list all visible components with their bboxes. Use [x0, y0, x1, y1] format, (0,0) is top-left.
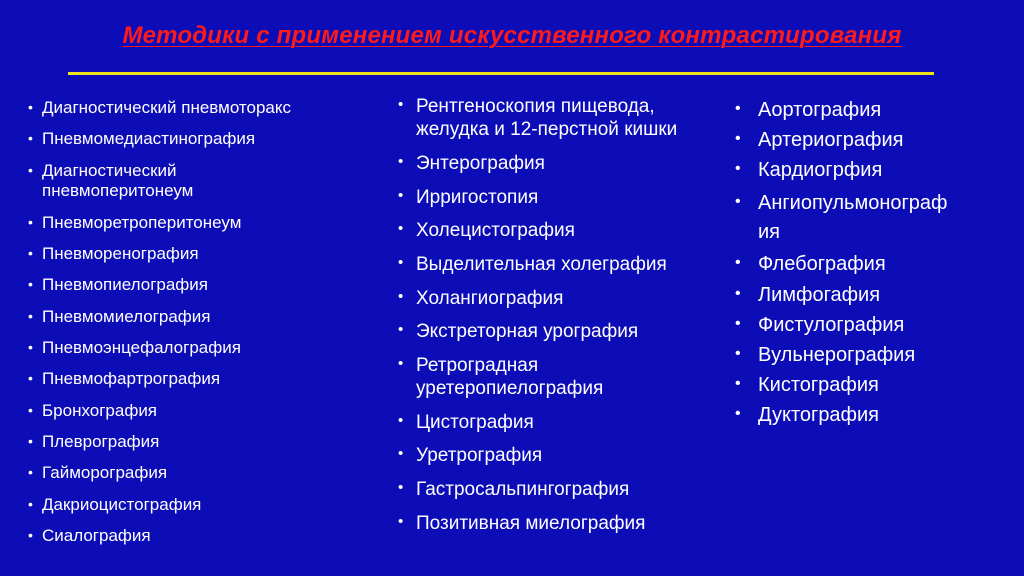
list-item: • Кистография: [735, 373, 995, 397]
list-item: • Пневмомедиастинография: [28, 129, 378, 150]
list-item: • Экстреторная урография: [398, 320, 728, 343]
list-item: • Кардиогрфия: [735, 158, 995, 182]
list-item: • Вульнерография: [735, 343, 995, 367]
list-item: • Пневмофартрография: [28, 369, 378, 390]
list-item: • Уретрография: [398, 444, 728, 467]
list-item: • Сиалография: [28, 526, 378, 547]
list-item: • Гастросальпингография: [398, 478, 728, 501]
list-item: • Цистография: [398, 411, 728, 434]
list-item: • Выделительная холеграфия: [398, 253, 728, 276]
list-item: • Ангиопульмонография: [735, 189, 958, 247]
list-item: • Ирригостопия: [398, 186, 728, 209]
list-item: • Пневморенография: [28, 244, 378, 265]
list-item: • Артериография: [735, 128, 995, 152]
list-item: • Диагностический пневмоперитонеум: [28, 161, 232, 202]
list-item: • Диагностический пневмоторакс: [28, 98, 378, 119]
list-column-3: [735, 98, 995, 433]
list-item: • Пневмомиелография: [28, 307, 378, 328]
title-divider: [68, 72, 934, 75]
list-item: • Холангиография: [398, 287, 728, 310]
list-item: • Энтерография: [398, 152, 728, 175]
list-item: • Лимфогафия: [735, 283, 995, 307]
list-item: • Гайморография: [28, 463, 378, 484]
list-item: • Ретроградная уретеропиелография: [398, 354, 666, 400]
list-item: • Фистулография: [735, 313, 995, 337]
list-column-1: [28, 98, 378, 557]
list-item: • Пневморетроперитонеум: [28, 213, 378, 234]
list-item: • Холецистография: [398, 219, 728, 242]
list-item: • Рентгеноскопия пищевода, желудка и 12-перстной кишки: [398, 95, 728, 141]
list-item: • Дуктография: [735, 403, 995, 427]
list-item: • Аортография: [735, 98, 995, 122]
list-item: • Пневмопиелография: [28, 275, 378, 296]
list-item: • Бронхография: [28, 401, 378, 422]
list-item: • Дакриоцистография: [28, 495, 378, 516]
list-item: • Флебография: [735, 252, 995, 276]
list-column-2: [398, 95, 728, 545]
list-item: • Пневмоэнцефалография: [28, 338, 378, 359]
list-item: • Позитивная миелография: [398, 512, 728, 535]
list-item: • Плеврография: [28, 432, 378, 453]
slide-title: Методики с применением искусственного контрастирования: [122, 22, 902, 49]
